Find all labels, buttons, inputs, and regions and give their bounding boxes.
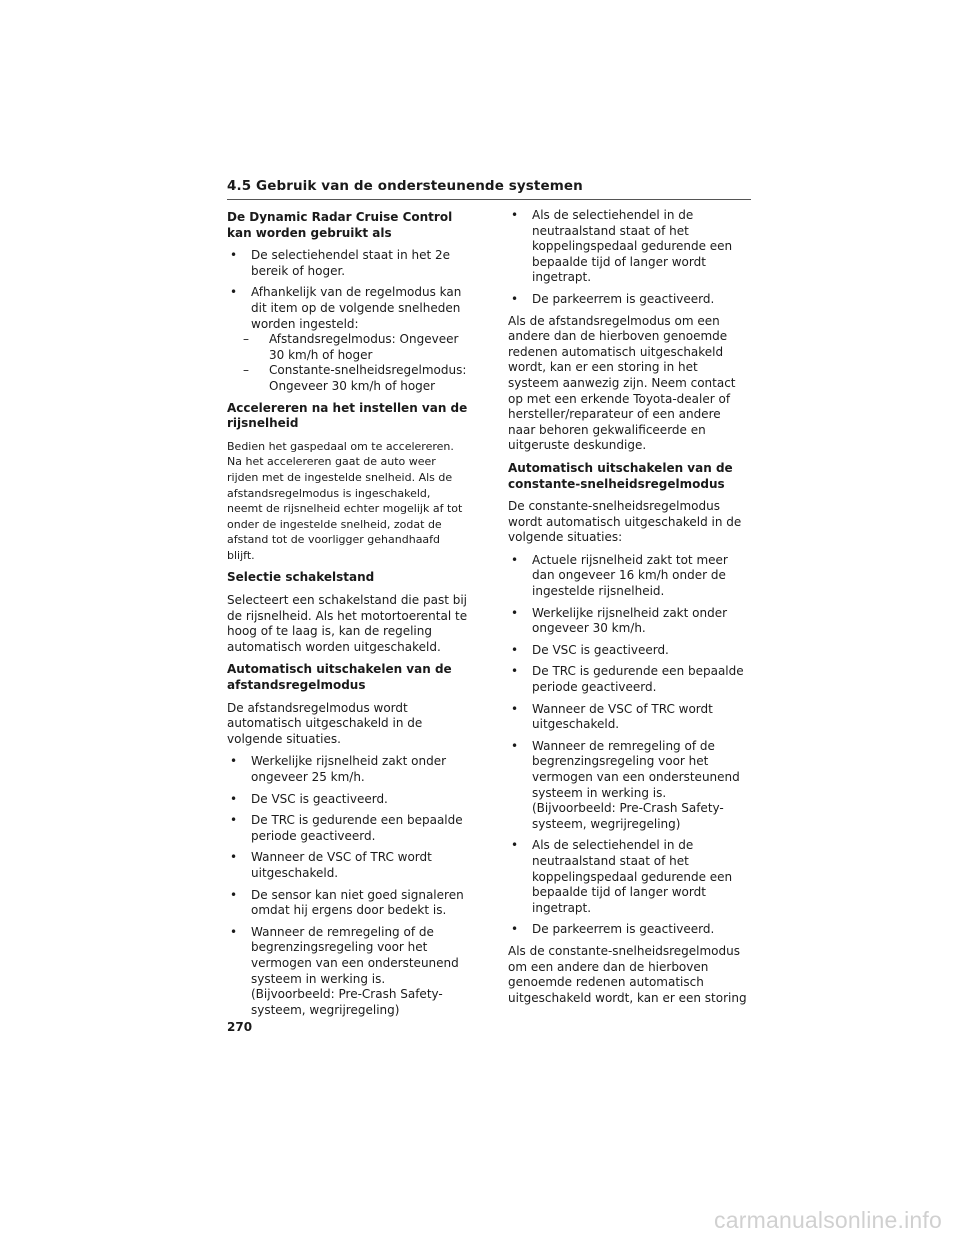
usage-conditions-list	[227, 248, 469, 394]
distance-mode-cancel-intro: De afstandsregelmodus wordt automatisch uitgeschakeld in de volgende situaties.	[227, 700, 423, 746]
constant-speed-cancel-list	[508, 553, 750, 938]
sublist-item: – Afstandsregelmodus: Ongeveer 30 km/h of hoger	[241, 332, 469, 363]
speed-sublist	[251, 332, 469, 394]
list-item: • Wanneer de VSC of TRC wordt uitgeschakeld.	[508, 702, 750, 733]
heading-accelerate: Accelereren na het instellen van de rijsnelheid	[227, 400, 468, 431]
list-item: • De sensor kan niet goed signaleren omdat hij ergens door bedekt is.	[227, 888, 469, 919]
list-item: • Als de selectiehendel in de neutraalstand staat of het koppelingspedaal gedurende een bepaalde tijd of langer wordt ingetrapt.	[508, 838, 750, 916]
heading-gear-selection: Selectie schakelstand	[227, 570, 375, 585]
distance-mode-cancel-list-continued	[508, 208, 750, 308]
list-item: • Wanneer de remregeling of de begrenzingsregeling voor het vermogen van een ondersteunend systeem in werking is. (Bijvoorbeeld: Pre-Crash Safety-systeem, wegrijregeling)	[508, 739, 750, 833]
list-item: • De VSC is geactiveerd.	[508, 643, 750, 659]
distance-mode-cancel-list	[227, 754, 469, 1018]
gear-selection-text: Selecteert een schakelstand die past bij de rijsnelheid. Als het motortoerental te hoog of te laag is, kan de regeling automatisch worden uitgeschakeld.	[227, 593, 468, 654]
constant-speed-cancel-intro: De constante-snelheidsregelmodus wordt automatisch uitgeschakeld in de volgende situaties:	[508, 499, 742, 545]
list-item: • De parkeerrem is geactiveerd.	[508, 922, 750, 938]
list-item-text: Afhankelijk van de regelmodus kan dit item op de volgende snelheden worden ingesteld:	[251, 285, 462, 331]
list-item: • Actuele rijsnelheid zakt tot meer dan ongeveer 16 km/h onder de ingestelde rijsnelheid.	[508, 553, 750, 600]
list-item: • Werkelijke rijsnelheid zakt onder ongeveer 25 km/h.	[227, 754, 469, 785]
list-item: • De parkeerrem is geactiveerd.	[508, 292, 750, 308]
list-item: • De selectiehendel staat in het 2e bereik of hoger.	[227, 248, 469, 279]
accelerate-note: Bedien het gaspedaal om te accelereren. Na het accelereren gaat de auto weer rijden met de ingestelde snelheid. Als de afstandsregelmodus is ingeschakeld, neemt de rijsnelheid echter mogelijk af tot onder de ingestelde snelheid, zodat de afstand tot de voorligger gehandhaafd blijft.	[227, 439, 463, 562]
list-item: • Werkelijke rijsnelheid zakt onder ongeveer 30 km/h.	[508, 606, 750, 637]
page-number: 270	[227, 1020, 253, 1034]
list-item: • Wanneer de VSC of TRC wordt uitgeschakeld.	[227, 850, 469, 881]
watermark: carmanualsonline.info	[714, 1207, 942, 1233]
constant-speed-malfunction-text: Als de constante-snelheidsregelmodus om een andere dan de hierboven genoemde redenen automatisch uitgeschakeld wordt, kan er een storing	[508, 943, 747, 1005]
heading-usage-conditions: De Dynamic Radar Cruise Control kan worden gebruikt als	[227, 210, 453, 240]
right-column	[508, 208, 750, 1013]
section-header: 4.5 Gebruik van de ondersteunende systemen	[227, 178, 583, 194]
list-item: • Wanneer de remregeling of de begrenzingsregeling voor het vermogen van een ondersteunend systeem in werking is. (Bijvoorbeeld: Pre-Crash Safety-systeem, wegrijregeling)	[227, 925, 469, 1019]
list-item: • De TRC is gedurende een bepaalde periode geactiveerd.	[227, 813, 469, 844]
list-item: • De VSC is geactiveerd.	[227, 792, 469, 808]
distance-mode-malfunction-text: Als de afstandsregelmodus om een andere dan de hierboven genoemde redenen automatisch uitgeschakeld wordt, kan er een storing in het systeem aanwezig zijn. Neem contact op met een erkende Toyota-dealer of hersteller/reparateur of een andere naar behoren gekwalificeerde en uitgeruste deskundige.	[508, 313, 736, 453]
list-item: • Als de selectiehendel in de neutraalstand staat of het koppelingspedaal gedurende een bepaalde tijd of langer wordt ingetrapt.	[508, 208, 750, 286]
left-column	[227, 208, 469, 1024]
list-item	[227, 285, 469, 394]
header-divider	[227, 199, 751, 200]
heading-constant-speed-cancel: Automatisch uitschakelen van de constante-snelheidsregelmodus	[508, 460, 733, 491]
list-item: • De TRC is gedurende een bepaalde periode geactiveerd.	[508, 664, 750, 695]
sublist-item: – Constante-snelheidsregelmodus: Ongeveer 30 km/h of hoger	[241, 363, 469, 394]
heading-distance-mode-cancel: Automatisch uitschakelen van de afstandsregelmodus	[227, 662, 452, 693]
